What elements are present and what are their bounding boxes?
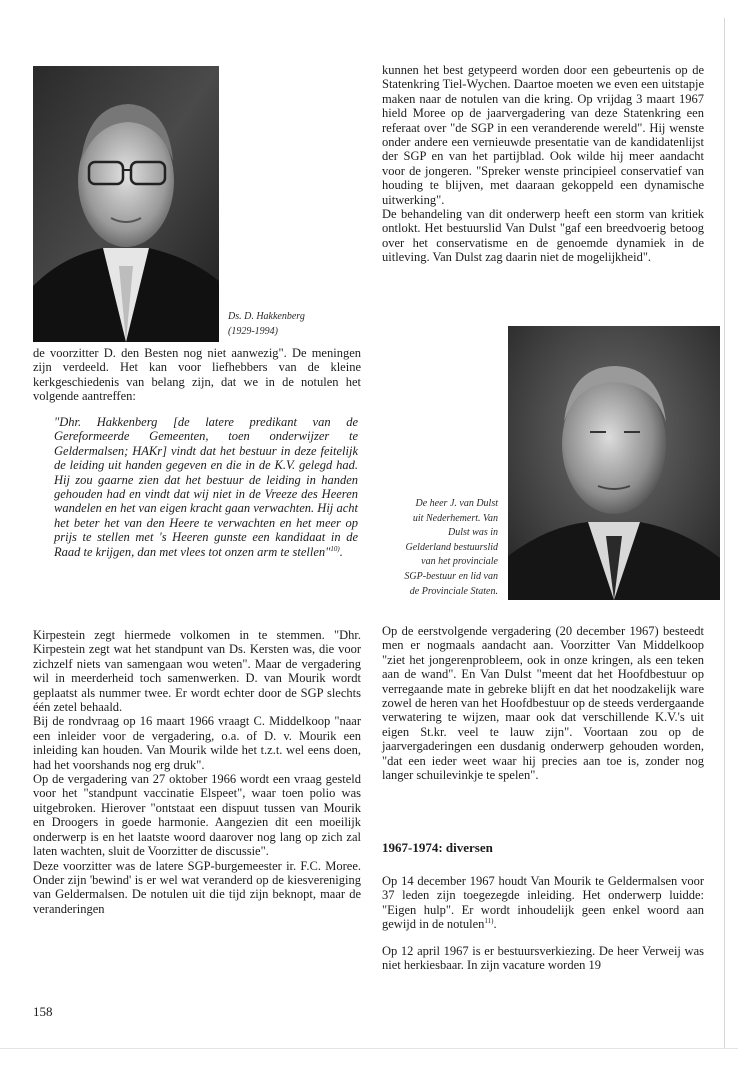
- quote-text: "Dhr. Hakkenberg [de latere predikant van de Gereformeerde Gemeenten, toen onderwijzer te Geldermalsen; HAKr] vindt dat het bestuur in deze feitelijk de leiding uit handen gegeven en die in de K.V. gelegd had. Hij zou gaarne zien dat het bestuur de leiding in handen gehouden had en vindt dat wij niet in de Vreeze des Heeren wandelen en het van eigen kracht gaan verwachten. Hij acht het beter het van den Heere te verwachten en het meer op prijs te stellen met 's Heeren gunste een kandidaat in de Raad te krijgen, dan met vlees tot onzen arm te stellen": [54, 415, 358, 559]
- paragraph: De behandeling van dit onderwerp heeft een storm van kritiek ontlokt. Het bestuurslid Van Dulst "gaf een breedvoerig betoog over het conservatisme en de genoemde dynamiek in de uitleving. Van Dulst zag daarin niet de mogelijkheid".: [382, 207, 704, 265]
- page-number: 158: [33, 1004, 53, 1019]
- footnote-ref: 11): [484, 917, 494, 926]
- caption-line: De heer J. van Dulst: [415, 498, 498, 509]
- caption-line: uit Nederhemert. Van: [412, 512, 498, 524]
- caption-years: (1929-1994): [228, 325, 278, 337]
- right-column-intro: [382, 63, 704, 265]
- page-edge-rule: [724, 18, 725, 1048]
- photo-caption-hakkenberg: [228, 310, 348, 339]
- left-column-body: [33, 628, 361, 916]
- paragraph-text: Op 14 december 1967 houdt Van Mourik te Geldermalsen voor 37 leden zijn toegezegde inleiding. Het onderwerp luidde: "Eigen hulp". Er wordt inhoudelijk geen enkel woord aan gewijd in de notulen: [382, 874, 704, 932]
- caption-line: de Provinciale Staten.: [409, 585, 498, 597]
- paragraph: Op de eerstvolgende vergadering (20 december 1967) besteedt men er nogmaals aandacht aan. Voorzitter Van Middelkoop "ziet het jongerenprobleem, ook in onze kringen, als een teken aan de wand". En Van Dulst "meent dat het Hoofdbestuur op verregaande mate in gebreke blijft en dat het noodzakelijk ware zowel de heren van het Hoofdbestuur op de steeds verdergaande verwatering te wijzen, maar ook dat verschillende K.V.'s uit eigen St.kr. veel te lauw zijn". Voortaan zou op de jaarvergaderingen een dusdanig onderwerp gehouden worden, "dat een ieder weet waar hij precies aan toe is, zonder nog langer schuilevinkje te spelen".: [382, 624, 704, 783]
- section-heading: 1967-1974: diversen: [382, 840, 493, 855]
- paragraph: Kirpestein zegt hiermede volkomen in te stemmen. "Dhr. Kirpestein zegt wat het standpunt van Ds. Kersten was, die voor zichzelf niets van samengaan wou weten". Maar de vergadering wil in meerderheid toch samenwerken. D. van Mourik wordt geplaatst als nummer twee. Er wordt echter door de SGP slechts één zetel behaald.: [33, 628, 361, 715]
- caption-line: Dulst was in: [447, 527, 498, 539]
- footnote-ref: 10): [330, 544, 340, 553]
- photo-caption-van-dulst: [368, 497, 498, 599]
- right-column-body: [382, 624, 704, 782]
- page-bottom-rule: [0, 1048, 738, 1049]
- caption-line: Gelderland bestuurslid: [405, 541, 498, 553]
- paragraph-last: Op 12 april 1967 is er bestuursverkiezing. De heer Verweij was niet herkiesbaar. In zijn vacature worden 19: [382, 944, 704, 973]
- caption-line: van het provinciale: [421, 556, 498, 568]
- paragraph: de voorzitter D. den Besten nog niet aanwezig". De meningen zijn verdeeld. Het kan voor liefhebbers van de kleine kerkgeschiedenis van belang zijn, dat we in de notulen het volgende aantreffen:: [33, 346, 361, 404]
- block-quote: "Dhr. Hakkenberg [de latere predikant van de Gereformeerde Gemeenten, toen onderwijzer te Geldermalsen; HAKr] vindt dat het bestuur in deze feitelijk de leiding uit handen gegeven en die in de K.V. gelegd had. Hij zou gaarne zien dat het bestuur de leiding in handen gehouden had en vindt dat wij niet in de Vreeze des Heeren wandelen en het van eigen kracht gaan verwachten. Hij acht het beter het van den Heere te verwachten en het meer op prijs te stellen met 's Heeren gunste een kandidaat in de Raad te krijgen, dan met vlees tot onzen arm te stellen"$^{10)}$.: [54, 415, 358, 559]
- photo-hakkenberg: [33, 66, 219, 342]
- paragraph: Bij de rondvraag op 16 maart 1966 vraagt C. Middelkoop "naar een inleider voor de vergadering, o.a. of D. v. Mourik een inleiding kan houden. Van Mourik wilde het t.z.t. wel eens doen, had het voorshands nog erg druk".: [33, 714, 361, 772]
- caption-line: SGP-bestuur en lid van: [404, 570, 498, 582]
- caption-name: Ds. D. Hakkenberg: [228, 311, 305, 322]
- photo-van-dulst: [508, 326, 720, 600]
- paragraph-after-heading: Op 14 december 1967 houdt Van Mourik te Geldermalsen voor 37 leden zijn toegezegde inleiding. Het onderwerp luidde: "Eigen hulp". Er wordt inhoudelijk geen enkel woord aan gewijd in de notulen$^{11)}$.: [382, 874, 704, 932]
- paragraph: Deze voorzitter was de latere SGP-burgemeester ir. F.C. Moree. Onder zijn 'bewind' is er wel wat veranderd op de kiesvereniging van Geldermalsen. De notulen uit die tijd zijn beknopt, maar de veranderingen: [33, 858, 361, 916]
- paragraph: Op de vergadering van 27 oktober 1966 wordt een vraag gesteld voor het "standpunt vaccinatie Elspeet", waar toen polio was uitgebroken. Hierover "ontstaat een dispuut tussen van Mourik en Droogers in goede harmonie. Aangezien dit een moeilijk onderwerp is en het laatste woord daarover nog lang op zich zal laten wachten, sluit de Voorzitter de discussie".: [33, 772, 361, 859]
- paragraph: kunnen het best getypeerd worden door een gebeurtenis op de Statenkring Tiel-Wychen. Daartoe moeten we even een uitstapje maken naar de notulen van die kring. Op vrijdag 3 maart 1967 hield Moree op de jaarvergadering van deze Statenkring een referaat over "de SGP in een veranderende wereld". Hij wenste onder andere een vernieuwde presentatie van de kandidatenlijst der SGP en van het partijblad. Ook wilde hij meer aandacht voor de jongeren. "Spreker wenste principieel conservatief van houding te blijven, met daaraan gekoppeld een dynamische uitwerking".: [382, 63, 704, 207]
- left-column-intro: [33, 346, 361, 404]
